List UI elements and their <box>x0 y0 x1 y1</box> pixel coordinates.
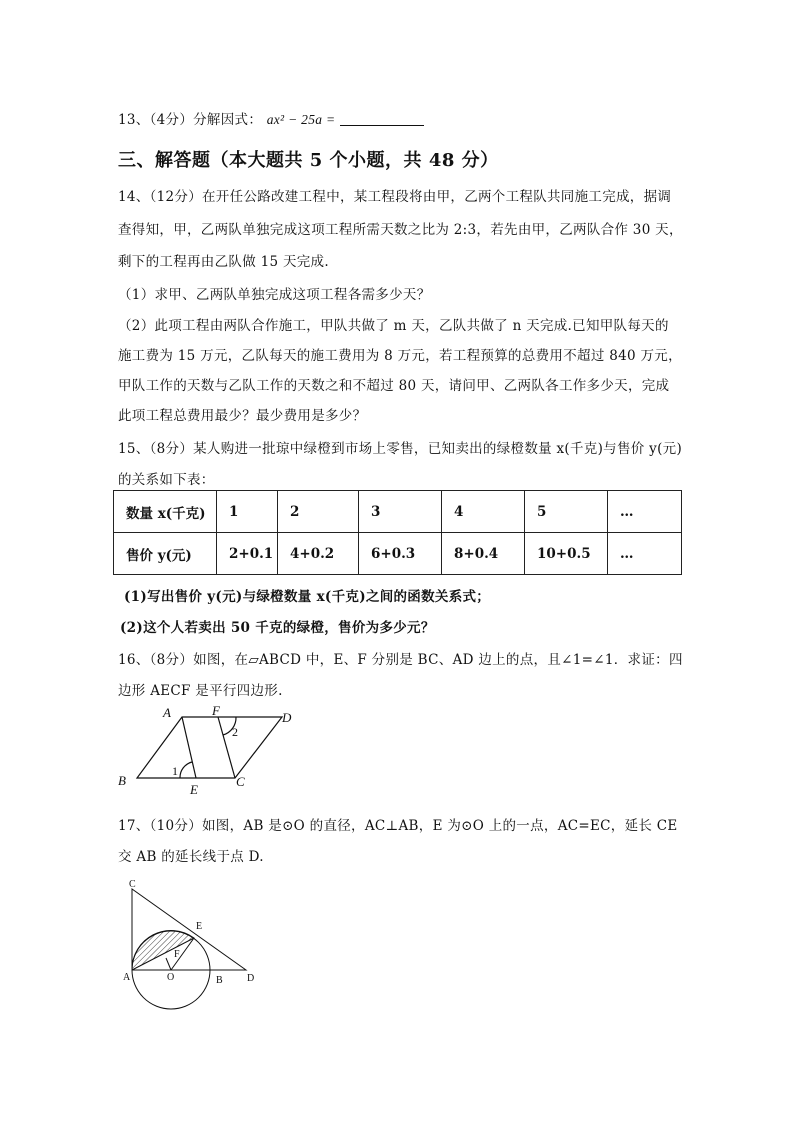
label-c: C <box>236 774 245 789</box>
q16-line-1: 16、（8分）如图，在▱ABCD 中，E、F 分别是 BC、AD 边上的点，且∠1=∠1．求证：四 <box>118 652 683 668</box>
q13-expression: ax² − 25a = <box>266 112 336 127</box>
table-cell: 数量 x(千克) <box>114 491 217 533</box>
q15-line-1: 15、（8分）某人购进一批琼中绿橙到市场上零售，已知卖出的绿橙数量 x(千克)与售价 y(元) <box>118 441 683 457</box>
q15-value-table <box>113 490 682 575</box>
table-row-price <box>114 533 682 575</box>
table-cell: 8+0.4 <box>442 533 525 575</box>
table-cell: 4+0.2 <box>278 533 359 575</box>
section-3-heading: 三、解答题（本大题共 5 个小题，共 48 分） <box>118 150 499 171</box>
label-o: O <box>167 972 175 983</box>
table-row-quantity <box>114 491 682 533</box>
label-a: A <box>163 705 171 720</box>
segment-ae <box>182 717 196 778</box>
label-d: D <box>282 710 292 725</box>
table-cell: … <box>608 533 682 575</box>
table-cell: 1 <box>217 491 278 533</box>
table-cell: … <box>608 491 682 533</box>
label-b: B <box>216 975 223 986</box>
label-f: F <box>174 949 180 960</box>
q16-line-2: 边形 AECF 是平行四边形. <box>118 683 283 699</box>
q14-part-2-line-1: （2）此项工程由两队合作施工，甲队共做了 m 天，乙队共做了 n 天完成.已知甲队每天的 <box>118 318 669 334</box>
label-angle-2: 2 <box>232 725 238 739</box>
q13-line <box>118 108 424 128</box>
q14-part-1: （1）求甲、乙两队单独完成这项工程各需多少天？ <box>118 287 431 303</box>
q14-part-2-line-3: 甲队工作的天数与乙队工作的天数之和不超过 80 天，请问甲、乙两队各工作多少天，完成 <box>118 378 670 394</box>
q17-line-1: 17、（10分）如图，AB 是⊙O 的直径，AC⊥AB，E 为⊙O 上的一点，AC=EC，延长 CE <box>118 818 678 834</box>
table-cell: 4 <box>442 491 525 533</box>
table-cell: 5 <box>525 491 608 533</box>
q14-part-2-line-2: 施工费为 15 万元，乙队每天的施工费用为 8 万元，若工程预算的总费用不超过 840 万元， <box>118 348 682 364</box>
table-cell: 6+0.3 <box>359 533 442 575</box>
q15-line-2: 的关系如下表： <box>118 472 215 488</box>
q14-line-3: 剩下的工程再由乙队做 15 天完成. <box>118 254 329 270</box>
label-d: D <box>247 973 255 984</box>
q16-parallelogram-figure <box>110 700 310 800</box>
q13-prefix: 13、（4分）分解因式： <box>118 112 263 128</box>
q14-line-2: 查得知，甲，乙两队单独完成这项工程所需天数之比为 2:3，若先由甲，乙两队合作 30 天， <box>118 222 683 238</box>
q14-part-2-line-4: 此项工程总费用最少？最少费用是多少？ <box>118 408 367 424</box>
table-cell: 2+0.1 <box>217 533 278 575</box>
label-angle-1: 1 <box>172 764 178 778</box>
table-cell: 10+0.5 <box>525 533 608 575</box>
table-cell: 3 <box>359 491 442 533</box>
table-cell: 2 <box>278 491 359 533</box>
label-e: E <box>190 782 198 797</box>
label-c: C <box>129 879 136 890</box>
label-f: F <box>212 703 220 718</box>
segment-of <box>166 958 171 970</box>
q15-part-2: (2)这个人若卖出 50 千克的绿橙，售价为多少元？ <box>120 620 435 636</box>
q17-circle-figure <box>118 875 268 1025</box>
q15-part-1: (1)写出售价 y(元)与绿橙数量 x(千克)之间的函数关系式； <box>124 589 491 605</box>
label-e: E <box>196 921 203 932</box>
q13-answer-blank[interactable] <box>340 112 424 126</box>
label-a: A <box>123 972 131 983</box>
table-cell: 售价 y(元) <box>114 533 217 575</box>
angle-1-arc <box>180 762 192 778</box>
label-b: B <box>118 773 126 788</box>
q14-line-1: 14、（12分）在开任公路改建工程中，某工程段将由甲，乙两个工程队共同施工完成，据调 <box>118 189 672 205</box>
parallelogram-abcd <box>137 717 282 778</box>
q17-line-2: 交 AB 的延长线于点 D. <box>118 849 264 865</box>
